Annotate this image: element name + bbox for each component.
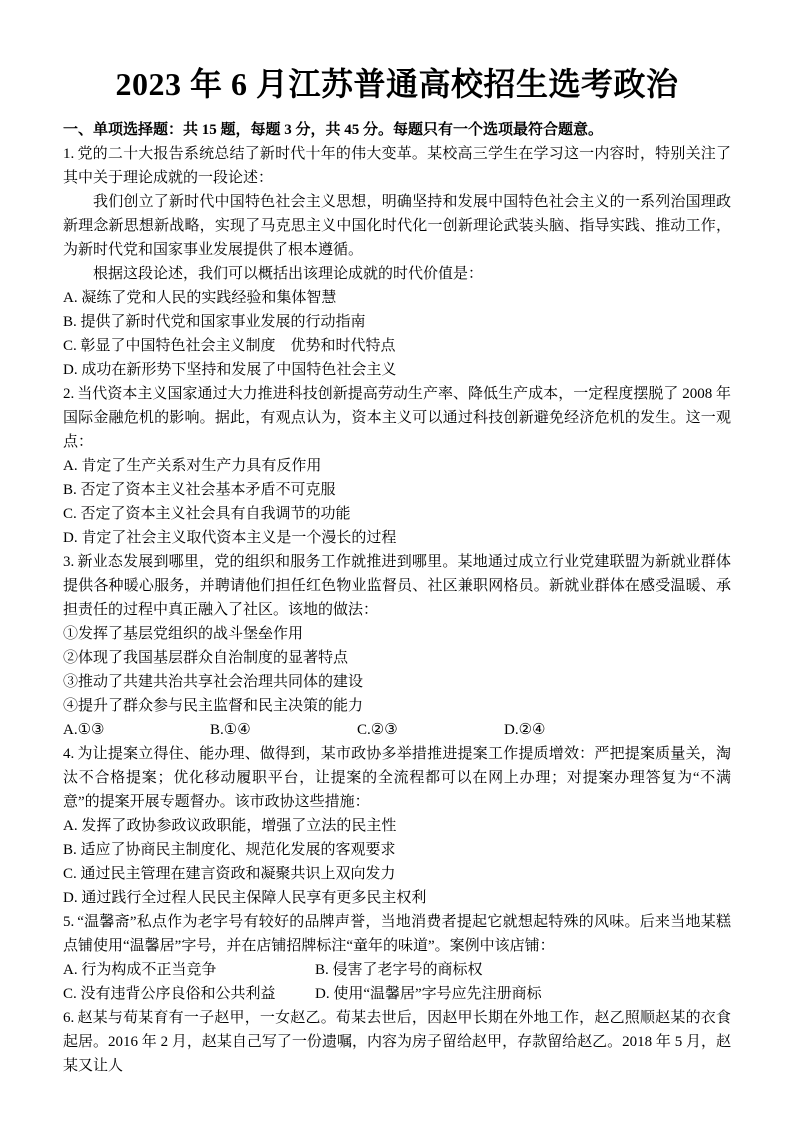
- numbered-item-4: ④提升了群众参与民主监督和民主决策的能力: [63, 698, 364, 714]
- question-number: 5.: [63, 914, 75, 930]
- option-cell-d: D. 使用“温馨居”字号应先注册商标: [315, 986, 542, 1002]
- option-cell-d: D.②④: [504, 722, 546, 738]
- question-stem: [63, 1006, 731, 1078]
- option-item-d: D. 肯定了社会主义取代资本主义是一个漫长的过程: [63, 530, 397, 546]
- question-stem-text: 为让提案立得住、能办理、做得到，某市政协多举措推进提案工作提质增效：严把提案质量关，淘汰不合格提案；优化移动履职平台，让提案的全流程都可以在网上办理；对提案办理答复为“不满意”的提案开展专题督办。该市政协这些措施：: [63, 746, 731, 810]
- question-5: [63, 910, 731, 1006]
- question-1: [63, 142, 731, 382]
- option-item-a: A. 肯定了生产关系对生产力具有反作用: [63, 458, 322, 474]
- section-header: 一、单项选择题：共 15 题，每题 3 分，共 45 分。每题只有一个选项最符合题意。: [63, 122, 604, 138]
- question-number: 2.: [63, 386, 75, 402]
- option-item-a: A. 发挥了政协参政议政职能，增强了立法的民主性: [63, 818, 397, 834]
- question-stem-text: 党的二十大报告系统总结了新时代十年的伟大变革。某校高三学生在学习这一内容时，特别关注了其中关于理论成就的一段论述：: [63, 146, 731, 186]
- numbered-item-3: ③推动了共建共治共享社会治理共同体的建设: [63, 674, 364, 690]
- option-cell-a: A.①③: [63, 722, 105, 738]
- option-item-b: B. 否定了资本主义社会基本矛盾不可克服: [63, 482, 336, 498]
- stem-paragraph: 根据这段论述，我们可以概括出该理论成就的时代价值是：: [93, 266, 484, 282]
- stem-paragraph: 我们创立了新时代中国特色社会主义思想，明确坚持和发展中国特色社会主义的一系列治国理政新理念新思想新战略，实现了马克思主义中国化时代化一创新理论武装头脑、指导实践、推动工作，为新时代党和国家事业发展提供了根本遵循。: [63, 194, 731, 258]
- option-item-c: C. 否定了资本主义社会具有自我调节的功能: [63, 506, 351, 522]
- option-cell-b: B. 侵害了老字号的商标权: [315, 962, 483, 978]
- option-item-d: D. 通过践行全过程人民民主保障人民享有更多民主权利: [63, 890, 427, 906]
- question-stem: [63, 742, 731, 814]
- numbered-item-1: ①发挥了基层党组织的战斗堡垒作用: [63, 626, 304, 642]
- question-stem-text: 新业态发展到哪里，党的组织和服务工作就推进到哪里。某地通过成立行业党建联盟为新就业群体提供各种暖心服务，并聘请他们担任红色物业监督员、社区兼职网格员。新就业群体在感受温暖、承担责任的过程中真正融入了社区。该地的做法：: [63, 554, 731, 618]
- option-item-b: B. 提供了新时代党和国家事业发展的行动指南: [63, 314, 366, 330]
- numbered-item-2: ②体现了我国基层群众自治制度的显著特点: [63, 650, 349, 666]
- option-cell-c: C.②③: [357, 722, 398, 738]
- question-number: 4.: [63, 746, 75, 762]
- question-2: [63, 382, 731, 550]
- question-stem: [63, 142, 731, 190]
- page-title: 2023 年 6 月江苏普通高校招生选考政治: [115, 66, 679, 102]
- question-4: [63, 742, 731, 910]
- options-grid-row-1: [63, 958, 731, 982]
- question-stem: [63, 382, 731, 454]
- question-stem: [63, 910, 731, 958]
- option-item-a: A. 凝练了党和人民的实践经验和集体智慧: [63, 290, 337, 306]
- options-row: [63, 718, 731, 742]
- option-item-b: B. 适应了协商民主制度化、规范化发展的客观要求: [63, 842, 396, 858]
- option-item-d: D. 成功在新形势下坚持和发展了中国特色社会主义: [63, 362, 397, 378]
- question-stem-text: 当代资本主义国家通过大力推进科技创新提高劳动生产率、降低生产成本，一定程度摆脱了 2008 年国际金融危机的影响。据此，有观点认为，资本主义可以通过科技创新避免经济危机的发生。这一观点：: [63, 386, 731, 450]
- option-cell-a: A. 行为构成不正当竞争: [63, 962, 217, 978]
- question-6: [63, 1006, 731, 1078]
- question-3: [63, 550, 731, 742]
- question-stem: [63, 550, 731, 622]
- options-grid-row-2: [63, 982, 731, 1006]
- question-number: 1.: [63, 146, 75, 162]
- option-item-c: C. 彰显了中国特色社会主义制度 优势和时代特点: [63, 338, 396, 354]
- question-number: 6.: [63, 1010, 75, 1026]
- option-cell-b: B.①④: [210, 722, 251, 738]
- question-number: 3.: [63, 554, 75, 570]
- question-stem-text: “温馨斋”私点作为老字号有较好的品牌声誉，当地消费者提起它就想起特殊的风味。后来当地某糕点铺使用“温馨居”字号，并在店铺招牌标注“童年的味道”。案例中该店铺：: [63, 914, 731, 954]
- option-cell-c: C. 没有违背公序良俗和公共利益: [63, 986, 276, 1002]
- option-item-c: C. 通过民主管理在建言资政和凝聚共识上双向发力: [63, 866, 396, 882]
- question-stem-text: 赵某与荀某育有一子赵甲，一女赵乙。荀某去世后，因赵甲长期在外地工作，赵乙照顺赵某的衣食起居。2016 年 2 月，赵某自己写了一份遗嘱，内容为房子留给赵甲，存款留给赵乙。2018 年 5 月，赵某又让人: [63, 1010, 731, 1074]
